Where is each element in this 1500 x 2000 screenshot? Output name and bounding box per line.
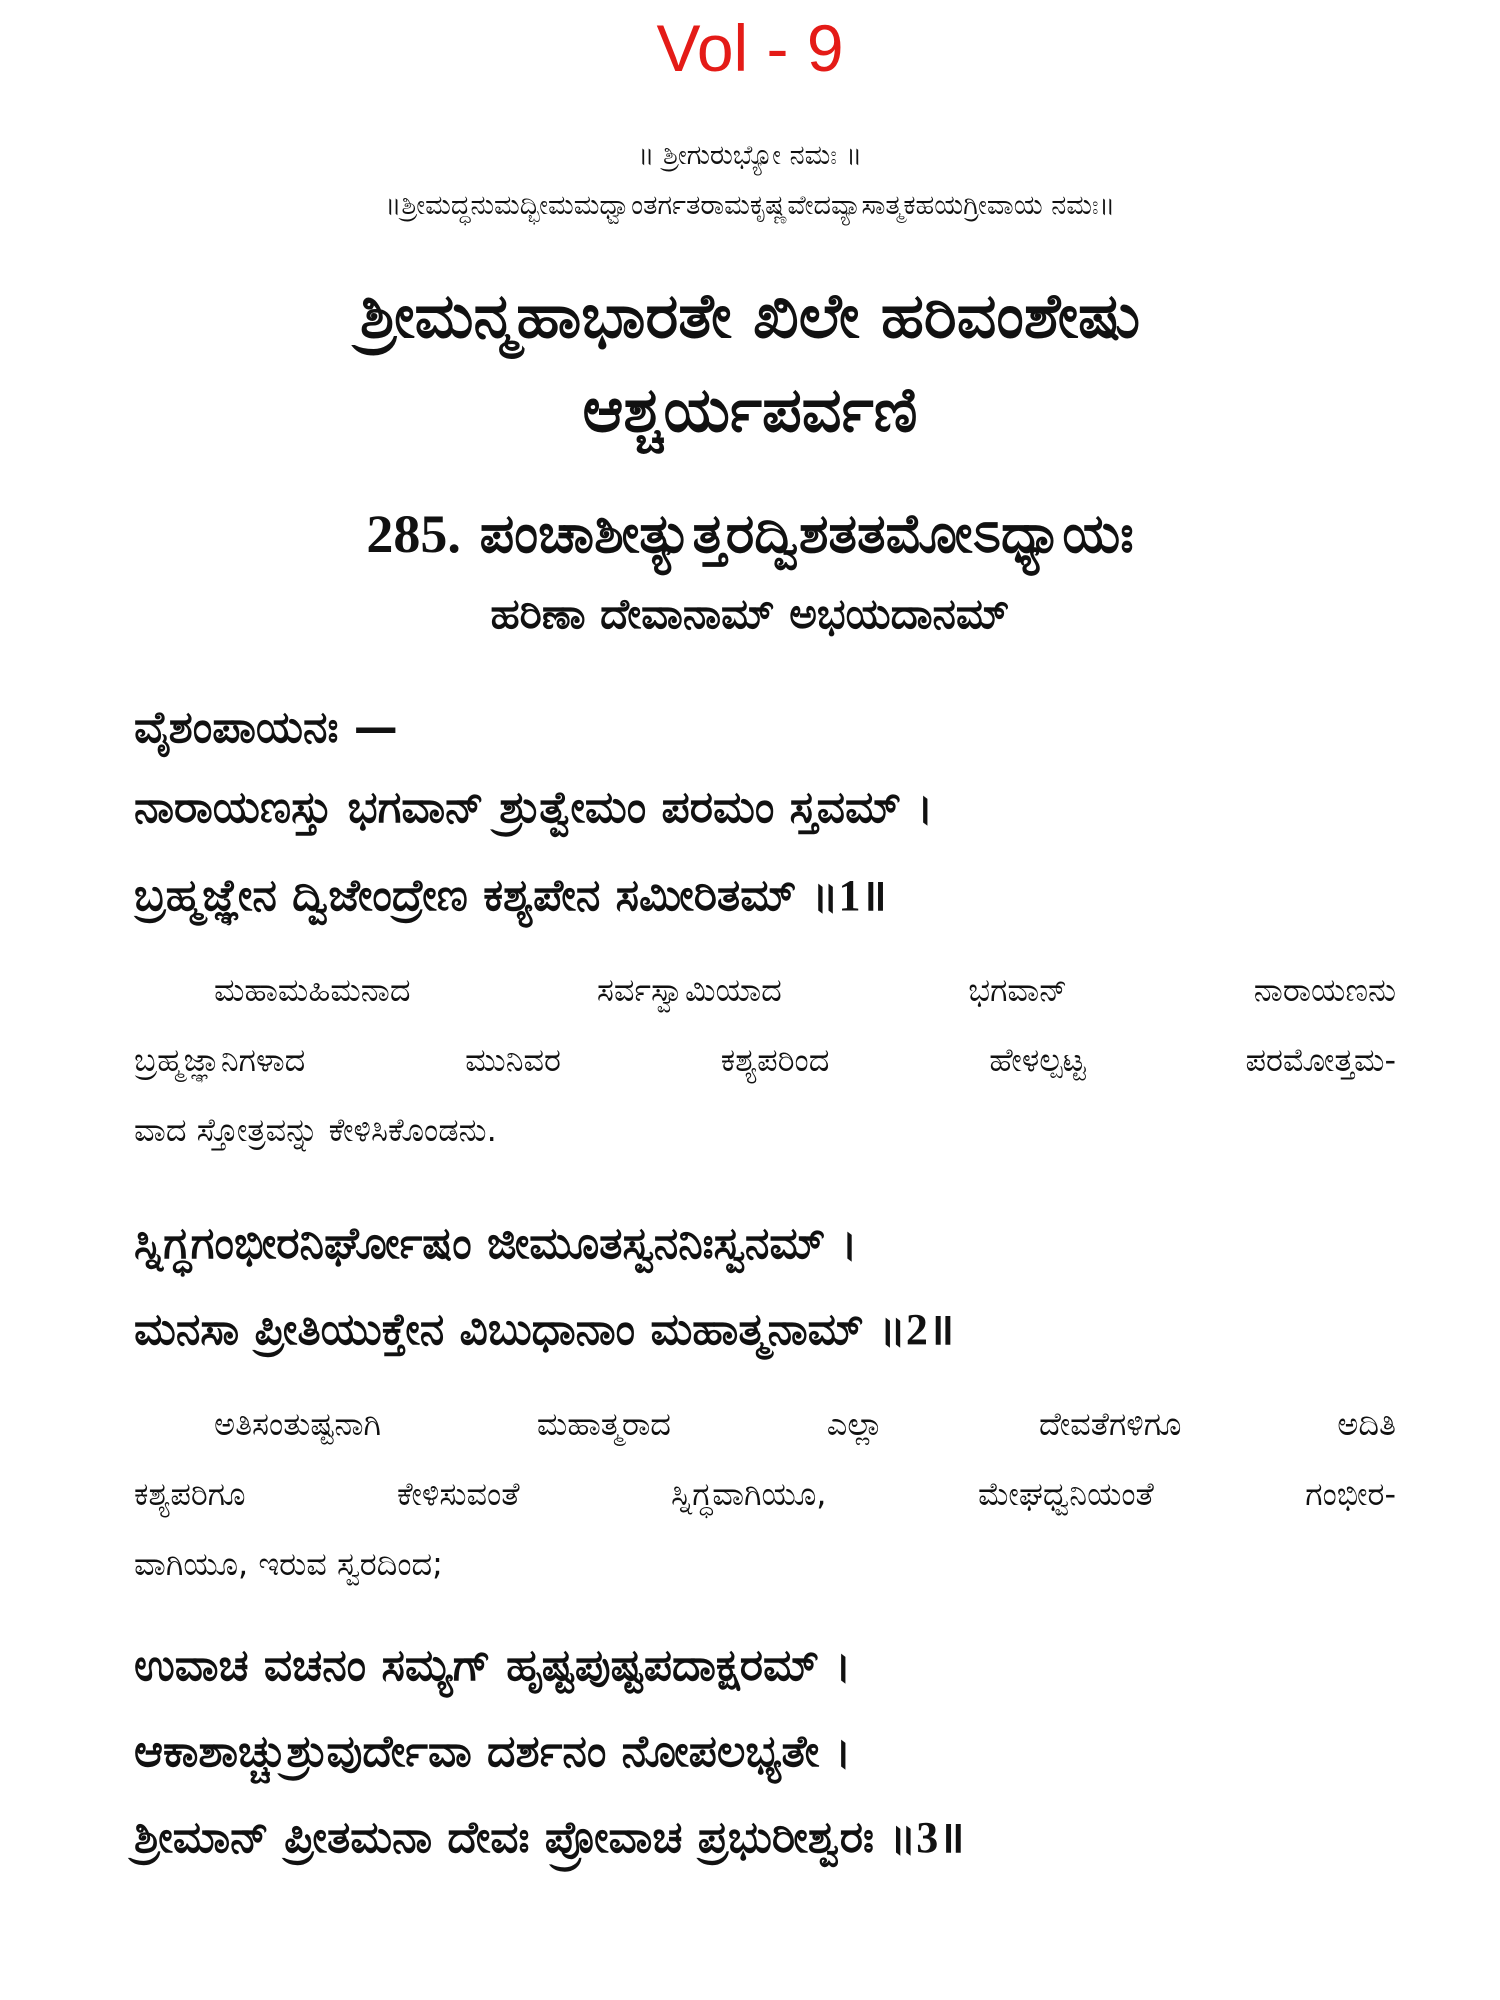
title-line-2: ಆಶ್ಚರ್ಯಪರ್ವಣಿ: [582, 373, 918, 446]
verse-2-meaning-line-2: ಕಶ್ಯಪರಿಗೂ ಕೇಳಿಸುವಂತೆ ಸ್ನಿಗ್ಧವಾಗಿಯೂ, ಮೇಘಧ್ವನಿಯಂತೆ ಗಂಭೀರ-: [134, 1475, 1396, 1513]
verse-2-meaning-line-3: ವಾಗಿಯೂ, ಇರುವ ಸ್ವರದಿಂದ;: [134, 1545, 443, 1583]
chapter-heading: [0, 496, 1500, 572]
invocation-line-2: ॥ಶ್ರೀಮದ್ಧನುಮದ್ಭೀಮಮಧ್ವಾಂತರ್ಗತರಾಮಕೃಷ್ಣವೇದವ್ಯಾಸಾತ್ಮಕಹಯಗ್ರೀವಾಯ ನಮಃ॥: [384, 190, 1116, 221]
verse-1-meaning-line-3: ವಾದ ಸ್ತೋತ್ರವನ್ನು ಕೇಳಿಸಿಕೊಂಡನು.: [134, 1111, 497, 1149]
verse-1-meaning-line-2: ಬ್ರಹ್ಮಜ್ಞಾನಿಗಳಾದ ಮುನಿವರ ಕಶ್ಯಪರಿಂದ ಹೇಳಲ್ಪಟ್ಟ ಪರಮೋತ್ತಮ-: [134, 1041, 1396, 1079]
verse-3-line-2: ಆಕಾಶಾಚ್ಚುಶ್ರುವುರ್ದೇವಾ ದರ್ಶನಂ ನೋಪಲಭ್ಯತೇ ।: [134, 1726, 852, 1777]
volume-label: Vol - 9: [656, 11, 844, 85]
title-line-1: ಶ್ರೀಮನ್ಮಹಾಭಾರತೇ ಖಿಲೇ ಹರಿವಂಶೇಷು: [359, 279, 1141, 352]
verse-1-end-mark: ॥: [860, 870, 887, 921]
chapter-name: ಪಂಚಾಶೀತ್ಯುತ್ತರದ್ವಿಶತತಮೋಽಧ್ಯಾಯಃ: [479, 502, 1134, 565]
verse-3-number: 3: [916, 1813, 939, 1862]
verse-2-line-2: [134, 1300, 954, 1360]
verse-1-line-1: ನಾರಾಯಣಸ್ತು ಭಗವಾನ್ ಶ್ರುತ್ವೇಮಂ ಪರಮಂ ಸ್ತವಮ್ ।: [134, 782, 934, 833]
invocation-line-1: ॥ ಶ್ರೀಗುರುಭ್ಯೋ ನಮಃ ॥: [637, 140, 863, 171]
verse-2-end-mark: ॥: [927, 1304, 955, 1355]
verse-3-end-mark: ॥: [938, 1812, 965, 1863]
speaker-label: ವೈಶಂಪಾಯನಃ —: [134, 702, 398, 753]
chapter-subtitle: ಹರಿಣಾ ದೇವಾನಾಮ್ ಅಭಯದಾನಮ್: [490, 589, 1010, 638]
verse-1-line-2-text: ಬ್ರಹ್ಮಜ್ಞೇನ ದ್ವಿಜೇಂದ್ರೇಣ ಕಶ್ಯಪೇನ ಸಮೀರಿತಮ್ ॥: [134, 870, 839, 921]
verse-2-number: 2: [905, 1305, 928, 1354]
verse-2-line-2-text: ಮನಸಾ ಪ್ರೀತಿಯುಕ್ತೇನ ವಿಬುಧಾನಾಂ ಮಹಾತ್ಮನಾಮ್ ॥: [134, 1304, 906, 1355]
verse-1-number: 1: [838, 871, 861, 920]
verse-1-line-2: [134, 866, 887, 926]
verse-2-meaning-line-1: ಅತಿಸಂತುಷ್ಟನಾಗಿ ಮಹಾತ್ಮರಾದ ಎಲ್ಲಾ ದೇವತೆಗಳಿಗೂ ಅದಿತಿ: [214, 1405, 1396, 1443]
verse-3-line-3-text: ಶ್ರೀಮಾನ್ ಪ್ರೀತಮನಾ ದೇವಃ ಪ್ರೋವಾಚ ಪ್ರಭುರೀಶ್ವರಃ ॥: [134, 1812, 917, 1863]
verse-2-line-1: ಸ್ನಿಗ್ಧಗಂಭೀರನಿರ್ಘೋಷಂ ಜೀಮೂತಸ್ವನನಿಃಸ್ವನಮ್ ।: [134, 1218, 858, 1269]
chapter-number: 285.: [366, 504, 461, 564]
verse-3-line-3: [134, 1808, 965, 1868]
verse-3-line-1: ಉವಾಚ ವಚನಂ ಸಮ್ಯಗ್ ಹೃಷ್ಟಪುಷ್ಟಪದಾಕ್ಷರಮ್ ।: [134, 1640, 852, 1691]
verse-1-meaning-line-1: ಮಹಾಮಹಿಮನಾದ ಸರ್ವಸ್ವಾಮಿಯಾದ ಭಗವಾನ್ ನಾರಾಯಣನು: [214, 971, 1396, 1009]
